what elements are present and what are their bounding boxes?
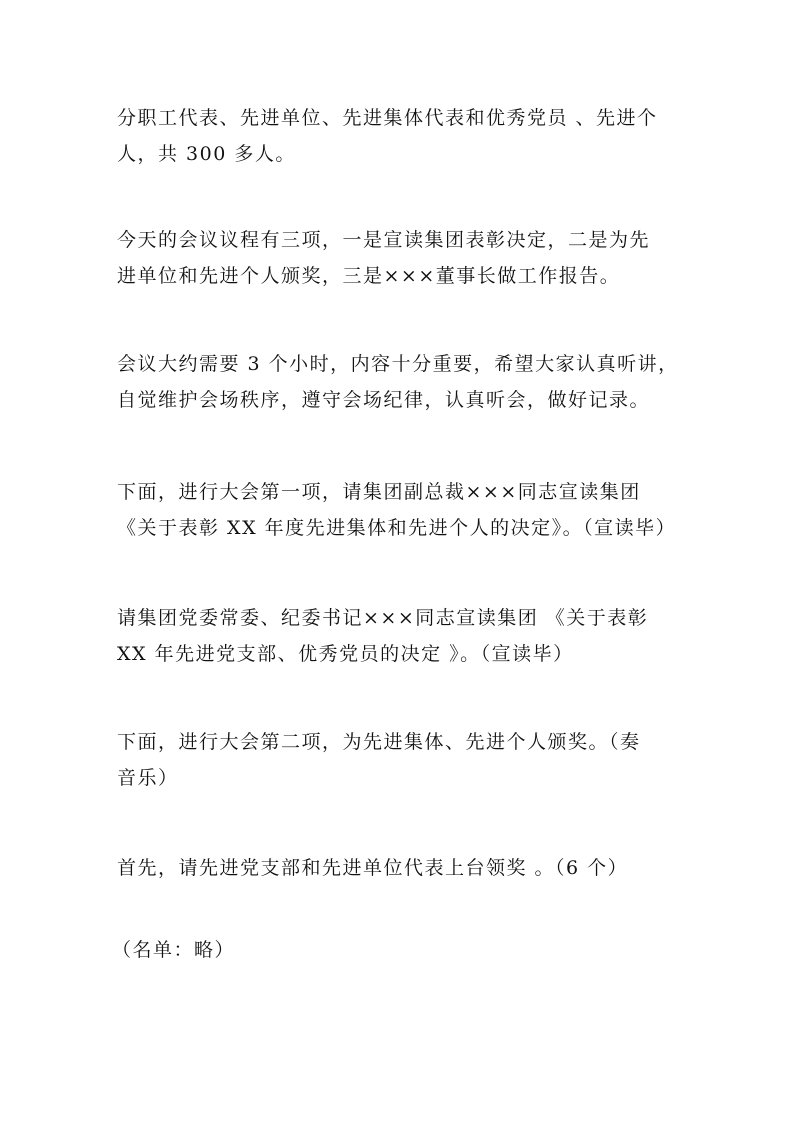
paragraph-first-award — [117, 850, 697, 886]
paragraph-item-one — [117, 474, 697, 546]
paragraph-agenda — [117, 222, 697, 294]
text-line: 人，共 300 多人。 — [117, 143, 296, 165]
text-line: 音乐） — [117, 767, 179, 789]
paragraph-party-decision — [117, 600, 697, 672]
paragraph-item-two — [117, 724, 697, 796]
text-line: 分职工代表、先进单位、先进集体代表和优秀党员 、先进个 — [117, 107, 658, 129]
text-line: （名单：略） — [112, 939, 236, 961]
text-line: 《关于表彰 XX 年度先进集体和先进个人的决定》。（宣读毕） — [117, 517, 677, 539]
text-line: 请集团党委常委、纪委书记×××同志宣读集团 《关于表彰 — [117, 607, 649, 629]
text-line: 下面，进行大会第二项，为先进集体、先进个人颁奖。（奏 — [117, 731, 641, 753]
text-line: XX 年先进党支部、优秀党员的决定 》。（宣读毕） — [117, 643, 574, 665]
paragraph-attendees — [117, 100, 697, 172]
paragraph-name-list — [112, 932, 692, 968]
text-line: 自觉维护会场秩序，遵守会场纪律，认真听会，做好记录。 — [117, 389, 651, 411]
text-line: 进单位和先进个人颁奖，三是×××董事长做工作报告。 — [117, 265, 621, 287]
text-line: 下面，进行大会第一项，请集团副总裁×××同志宣读集团 — [117, 481, 641, 503]
text-line: 今天的会议议程有三项，一是宣读集团表彰决定，二是为先 — [117, 229, 651, 251]
paragraph-meeting-rules — [117, 346, 697, 418]
text-line: 首先，请先进党支部和先进单位代表上台领奖 。（6 个） — [117, 857, 629, 879]
text-line: 会议大约需要 3 个小时，内容十分重要，希望大家认真听讲， — [117, 353, 679, 375]
